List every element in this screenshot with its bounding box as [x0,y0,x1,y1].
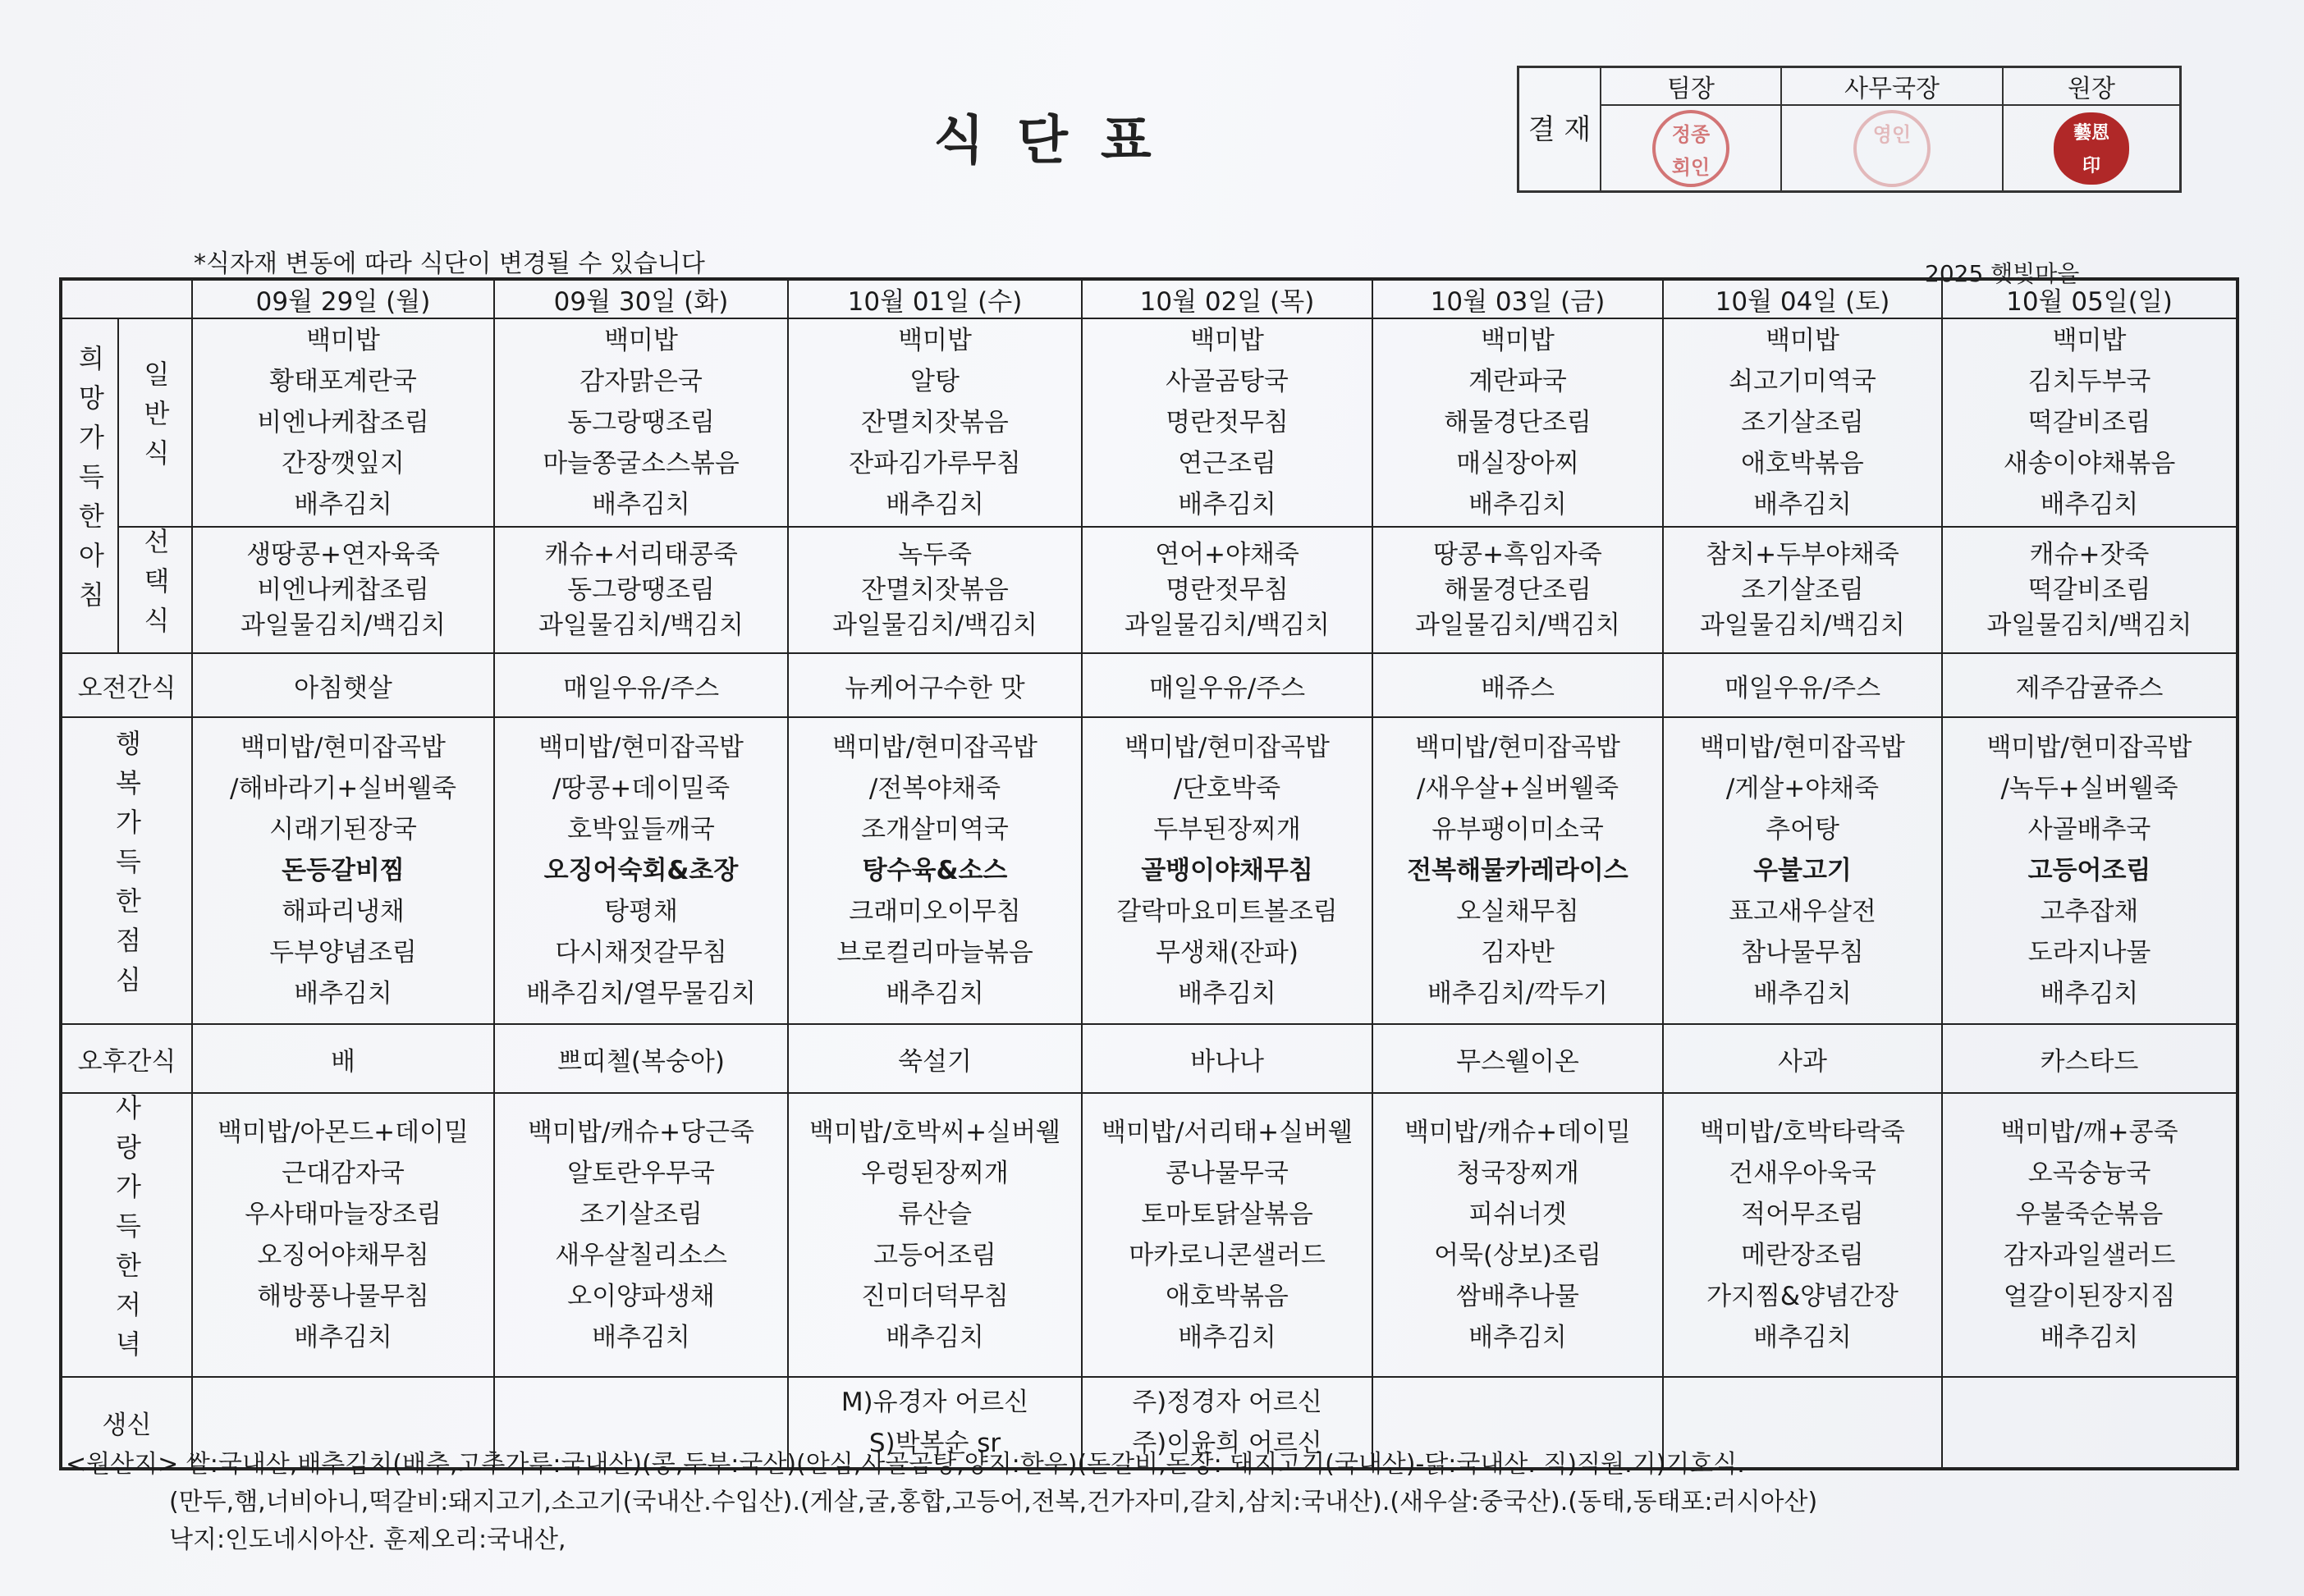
dish-item: /전복야채죽 [868,774,1001,803]
breakfast-select-cell [1942,527,2238,653]
dish-item: 배추김치 [1178,979,1276,1008]
dish-item: 백미밥/캐슈+당근죽 [528,1118,754,1147]
dish-item: 간장깻잎지 [282,449,405,478]
header-row [61,279,2238,318]
breakfast-general-cell [1663,318,1942,527]
approval-sign-cell [1781,105,2003,192]
dish-item: 오징어야채무침 [257,1241,429,1270]
breakfast-select-cell [1082,527,1372,653]
dish-item: 백미밥/캐슈+데이밀 [1404,1118,1631,1147]
dish-item: 쌈배추나물 [1456,1282,1579,1311]
dish-item: 비엔나케찹조림 [257,574,429,605]
dish-item: 오징어숙회&초장 [543,856,739,885]
dish-item: 얼갈이된장지짐 [2003,1282,2176,1311]
dish-item: 과일물김치/백김치 [240,610,446,640]
dish-item: 배추김치 [294,1323,392,1352]
dish-item: 고등어조림 [873,1241,996,1270]
dish-item: 배추김치 [1468,490,1567,519]
am-snack-cell: 매일우유/주스 [494,653,788,717]
pm-snack-cell: 쑥설기 [788,1024,1082,1093]
dish-item: 백미밥 [306,326,380,355]
approval-role: 원장 [2003,67,2180,106]
dish-item: 배추김치 [1468,1323,1567,1352]
dish-item: 어묵(상보)조림 [1434,1241,1601,1270]
day-header: 10월 01일 (수) [788,279,1082,318]
day-header: 10월 03일 (금) [1372,279,1663,318]
dish-item: 김자반 [1481,938,1555,967]
dish-item: 배추김치 [886,490,984,519]
dish-item: 배추김치 [1753,979,1852,1008]
approval-sign-cell [2003,105,2180,192]
dish-item: 황태포계란국 [269,367,417,396]
dish-item: 잔파김가루무침 [849,449,1021,478]
dish-item: 주)정경자 어르신 [1132,1387,1322,1417]
dish-item: 적어무조림 [1741,1200,1864,1229]
dish-item: 참치+두부야채죽 [1706,539,1899,569]
dish-item: 오이양파생채 [567,1282,715,1311]
pm-snack-cell: 무스웰이온 [1372,1024,1663,1093]
dish-item: 크래미오이무침 [849,897,1021,926]
dish-item: 다시채젓갈무침 [555,938,727,967]
dinner-cell [788,1093,1082,1377]
dish-item: 우사태마늘장조림 [245,1200,442,1229]
dish-item: 백미밥/깨+콩죽 [2000,1118,2178,1147]
dish-item: 새우살칠리소스 [555,1241,727,1270]
dish-item: 토마토닭살볶음 [1141,1200,1313,1229]
dish-item: 녹두죽 [898,539,972,569]
breakfast-general-cell [788,318,1082,527]
breakfast-select-cell [1663,527,1942,653]
dish-item: 진미더덕무침 [861,1282,1009,1311]
dish-item: 캐슈+잣죽 [2029,539,2150,569]
approval-sign-cell [1601,105,1781,192]
change-notice: *식자재 변동에 따라 식단이 변경될 수 있습니다 [194,249,705,278]
dish-item: /땅콩+데이밀죽 [552,774,731,803]
dish-item: 백미밥/아몬드+데이밀 [218,1118,469,1147]
dish-item: 매실장아찌 [1456,449,1579,478]
dish-item: 캐슈+서리태콩죽 [544,539,738,569]
dish-item: 명란젓무침 [1166,574,1289,605]
dish-item: 가지찜&양념간장 [1706,1282,1899,1311]
dish-item: 마카로니콘샐러드 [1129,1241,1326,1270]
dish-item: 고추잡채 [2040,897,2139,926]
dish-item: 두부된장찌개 [1153,815,1301,844]
dish-item: 배추김치 [2040,490,2139,519]
approval-label: 결 재 [1518,67,1601,192]
dish-item: 유부팽이미소국 [1431,815,1604,844]
dinner-cell [1942,1093,2238,1377]
dish-item: 마늘쫑굴소스볶음 [543,449,740,478]
dish-item: 백미밥/현미잡곡밥 [1986,733,2192,762]
dish-item: 호박잎들깨국 [567,815,715,844]
dish-item: 백미밥/현미잡곡밥 [240,733,446,762]
pm-snack-cell: 카스타드 [1942,1024,2238,1093]
dish-item: 해방풍나물무침 [257,1282,429,1311]
dish-item: 과일물김치/백김치 [1414,610,1620,640]
dish-item: 백미밥 [2052,326,2127,355]
approval-role: 사무국장 [1781,67,2003,106]
dish-item: 배추김치 [294,490,392,519]
meal-table [59,277,2239,1470]
organization-name: 2025 햇빛마을 [1925,260,2080,287]
origin-line: <원산지> 쌀:국내산,배추김치(배추,고추가루:국내산)(콩,두부:국산)(안심,사골곰탕,양지:한우)(돈갈비,돈장: 돼지고기(국내산)-닭:국내산. 직)직원.기)기호식. [66,1450,1745,1479]
lunch-cell [1372,717,1663,1024]
dish-item: 조기살조림 [1741,574,1864,605]
pm-snack-cell: 배 [192,1024,494,1093]
am-snack-cell: 배쥬스 [1372,653,1663,717]
dish-item: 추어탕 [1766,815,1839,844]
breakfast-general-cell [1082,318,1372,527]
seal-stamp-icon: 정종 회인 [1652,110,1729,187]
dish-item: 배추김치 [1178,1323,1276,1352]
breakfast-select-cell [788,527,1082,653]
subcategory-select: 선택식 [118,527,192,653]
dish-item: 배추김치 [886,1323,984,1352]
dish-item: 무생채(잔파) [1156,938,1299,967]
dish-item: 백미밥/현미잡곡밥 [538,733,744,762]
dish-item: 땅콩+흑임자죽 [1433,539,1602,569]
corner-cell [61,279,192,318]
am-snack-cell: 매일우유/주스 [1663,653,1942,717]
lunch-cell [1942,717,2238,1024]
dish-item: 감자맑은국 [579,367,703,396]
lunch-cell [1663,717,1942,1024]
dish-item: 백미밥 [604,326,678,355]
origin-line: 낙지:인도네시아산. 훈제오리:국내산, [169,1525,566,1554]
dish-item: 생땅콩+연자육죽 [246,539,440,569]
dish-item: 근대감자국 [282,1159,405,1188]
category-breakfast: 희망가득한아침 [61,318,118,653]
day-header: 10월 04일 (토) [1663,279,1942,318]
dish-item: 해물경단조림 [1444,574,1592,605]
dinner-cell [192,1093,494,1377]
dish-item: 백미밥/호박씨+실버웰 [809,1118,1060,1147]
dish-item: 잔멸치잣볶음 [861,574,1009,605]
dish-item: 갈락마요미트볼조림 [1116,897,1338,926]
dish-item: 배추김치 [2040,979,2139,1008]
dish-item: /녹두+실버웰죽 [2000,774,2178,803]
dish-item: 애호박볶음 [1741,449,1864,478]
pm-snack-cell: 사과 [1663,1024,1942,1093]
lunch-cell [788,717,1082,1024]
dish-item: 조기살조림 [1741,408,1864,437]
dish-item: 감자과일샐러드 [2003,1241,2176,1270]
dish-item: 메란장조림 [1741,1241,1864,1270]
dish-item: 백미밥 [1190,326,1264,355]
dish-item: 류산슬 [898,1200,972,1229]
dish-item: 오실채무침 [1456,897,1579,926]
breakfast-select-cell [494,527,788,653]
dish-item: 배추김치 [1753,1323,1852,1352]
approval-box [1517,66,2182,193]
dish-item: 피쉬너겟 [1468,1200,1567,1229]
dish-item: 배추김치 [886,979,984,1008]
dish-item: 조기살조림 [579,1200,703,1229]
day-header: 09월 30일 (화) [494,279,788,318]
dish-item: 우불고기 [1753,856,1852,885]
dish-item: 알탕 [910,367,960,396]
category-am-snack: 오전간식 [61,653,192,717]
dish-item: 청국장찌개 [1456,1159,1579,1188]
approval-role: 팀장 [1601,67,1781,106]
am-snack-cell: 뉴케어구수한 맛 [788,653,1082,717]
dish-item: 과일물김치/백김치 [831,610,1037,640]
dish-item: /해바라기+실버웰죽 [230,774,456,803]
dish-item: 해파리냉채 [282,897,405,926]
dish-item: 백미밥 [1481,326,1555,355]
dish-item: 시래기된장국 [269,815,417,844]
dish-item: 떡갈비조림 [2027,574,2151,605]
dish-item: 비엔나케찹조림 [257,408,429,437]
dish-item: 주)이윤희 어르신 [1132,1428,1322,1458]
dish-item: M)유경자 어르신 [841,1387,1029,1417]
dinner-cell [1082,1093,1372,1377]
dish-item: 명란젓무침 [1166,408,1289,437]
dish-item: 동그랑땡조림 [567,574,715,605]
dish-item: 배추김치 [294,979,392,1008]
dish-item: 과일물김치/백김치 [1986,610,2192,640]
dish-item: 참나물무침 [1741,938,1864,967]
breakfast-select-cell [1372,527,1663,653]
dish-item: 떡갈비조림 [2027,408,2151,437]
dish-item: /단호박죽 [1173,774,1281,803]
dish-item: /새우살+실버웰죽 [1416,774,1619,803]
am-snack-cell: 매일우유/주스 [1082,653,1372,717]
lunch-cell [1082,717,1372,1024]
dish-item: 도라지나물 [2027,938,2151,967]
breakfast-general-cell [1372,318,1663,527]
pm-snack-cell: 쁘띠첼(복숭아) [494,1024,788,1093]
dish-item: 배추김치 [1753,490,1852,519]
day-header: 09월 29일 (월) [192,279,494,318]
dish-item: 과일물김치/백김치 [1124,610,1330,640]
dish-item: 배추김치/열무물김치 [526,979,756,1008]
dish-item: 배추김치 [592,490,690,519]
dish-item: 콩나물무국 [1166,1159,1289,1188]
dish-item: 김치두부국 [2027,367,2151,396]
category-dinner: 사랑가득한저녁 [61,1093,192,1377]
dish-item: 백미밥 [1766,326,1839,355]
dish-item: 오곡숭늉국 [2027,1159,2151,1188]
pm-snack-cell: 바나나 [1082,1024,1372,1093]
dinner-cell [1663,1093,1942,1377]
dish-item: 배추김치 [1178,490,1276,519]
dish-item: 과일물김치/백김치 [1699,610,1905,640]
dish-item: 알토란우무국 [567,1159,715,1188]
dinner-cell [494,1093,788,1377]
dish-item: 쇠고기미역국 [1729,367,1876,396]
breakfast-select-cell [192,527,494,653]
subcategory-general: 일반식 [118,318,192,527]
category-lunch: 행복가득한점심 [61,717,192,1024]
seal-stamp-icon: 영인 [1853,110,1931,187]
day-header: 10월 05일(일) [1942,279,2238,318]
lunch-cell [192,717,494,1024]
dish-item: 과일물김치/백김치 [538,610,744,640]
dish-item: 해물경단조림 [1444,408,1592,437]
dish-item: 애호박볶음 [1166,1282,1289,1311]
dish-item: 우불죽순볶음 [2015,1200,2164,1229]
dish-item: 두부양념조림 [269,938,417,967]
breakfast-general-cell [192,318,494,527]
dish-item: 브로컬리마늘볶음 [836,938,1033,967]
dish-item: 연어+야채죽 [1155,539,1299,569]
seal-stamp-icon: 藝恩 印 [2054,112,2129,185]
breakfast-general-cell [1942,318,2238,527]
dish-item: 연근조림 [1178,449,1276,478]
dish-item: 백미밥/현미잡곡밥 [1699,733,1905,762]
dish-item: S)박복순 sr [868,1428,1001,1458]
dish-item: 사골배추국 [2027,815,2151,844]
dish-item: 전복해물카레라이스 [1407,856,1628,885]
dish-item: 백미밥/호박타락죽 [1699,1118,1905,1147]
dish-item: 백미밥/현미잡곡밥 [1414,733,1620,762]
page-title: 식단표 [933,111,1184,171]
dish-item: 돈등갈비찜 [282,856,405,885]
dish-item: 백미밥 [898,326,972,355]
origin-notice [66,1446,2265,1559]
dish-item: 백미밥/현미잡곡밥 [1124,733,1330,762]
dish-item: 탕평채 [604,897,678,926]
breakfast-general-cell [494,318,788,527]
dish-item: 탕수육&소스 [862,856,1008,885]
dish-item: 배추김치 [2040,1323,2139,1352]
dish-item: 사골곰탕국 [1166,367,1289,396]
dish-item: 계란파국 [1468,367,1567,396]
dish-item: 표고새우살전 [1729,897,1876,926]
dish-item: 건새우아욱국 [1729,1159,1876,1188]
dish-item: 조개살미역국 [861,815,1009,844]
lunch-cell [494,717,788,1024]
dish-item: 고등어조림 [2027,856,2151,885]
category-birthday: 생신 [61,1377,192,1469]
am-snack-cell: 아침햇살 [192,653,494,717]
dish-item: 골뱅이야채무침 [1141,856,1313,885]
category-pm-snack: 오후간식 [61,1024,192,1093]
dish-item: 백미밥/현미잡곡밥 [831,733,1037,762]
dish-item: 배추김치/깍두기 [1427,979,1609,1008]
origin-line: (만두,햄,너비아니,떡갈비:돼지고기,소고기(국내산.수입산).(게살,굴,홍합,고등어,전복,건가자미,갈치,삼치:국내산).(새우살:중국산).(동태,동태포:러시아산) [169,1488,1818,1516]
dish-item: 배추김치 [592,1323,690,1352]
dish-item: 백미밥/서리태+실버웰 [1102,1118,1353,1147]
dish-item: 새송이야채볶음 [2003,449,2176,478]
dish-item: 동그랑땡조림 [567,408,715,437]
dinner-cell [1372,1093,1663,1377]
dish-item: 우렁된장찌개 [861,1159,1009,1188]
dish-item: 잔멸치잣볶음 [861,408,1009,437]
dish-item: /게살+야채죽 [1725,774,1880,803]
am-snack-cell: 제주감귤쥬스 [1942,653,2238,717]
day-header: 10월 02일 (목) [1082,279,1372,318]
